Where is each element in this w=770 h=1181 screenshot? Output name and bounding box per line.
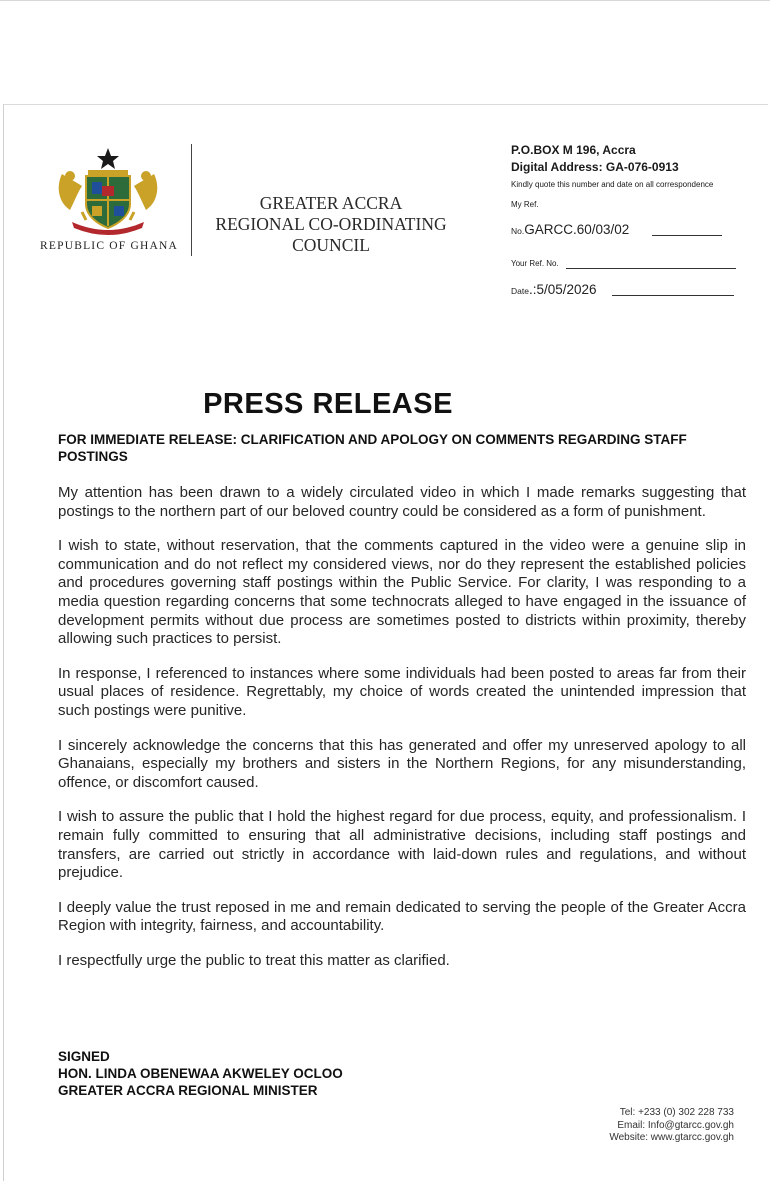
- date-value: .:5/05/2026: [528, 282, 597, 297]
- signature-block: [58, 1048, 343, 1099]
- page-title: PRESS RELEASE: [203, 388, 453, 420]
- body-paragraph: In response, I referenced to instances where some individuals had been posted to areas far from their usual places of residence. Regrettably, my choice of words created the unintended impression that such postings were punitive.: [58, 664, 746, 719]
- press-release-body: [58, 484, 746, 986]
- letterhead-divider: [191, 144, 192, 256]
- quote-note: Kindly quote this number and date on all correspondence: [511, 180, 714, 189]
- signed-label: SIGNED: [58, 1049, 110, 1064]
- signatory-name: HON. LINDA OBENEWAA AKWELEY OCLOO: [58, 1066, 343, 1081]
- republic-of-ghana-caption: REPUBLIC OF GHANA: [40, 240, 178, 252]
- body-paragraph: I respectfully urge the public to treat this matter as clarified.: [58, 951, 450, 969]
- contact-website: Website: www.gtarcc.gov.gh: [609, 1132, 734, 1143]
- body-paragraph: My attention has been drawn to a widely circulated video in which I made remarks suggesting that postings to the northern part of our beloved country could be considered as a form of punishment.: [58, 484, 746, 520]
- body-paragraph: I wish to assure the public that I hold the highest regard for due process, equity, and professionalism. I remain fully committed to ensuring that all administrative decisions, including staff postings and transfers, are carried out strictly in accordance with laid-down rules and regulations, and without prejudice.: [58, 808, 746, 882]
- council-line: REGIONAL CO-ORDINATING: [215, 214, 447, 234]
- date-line: [511, 282, 597, 297]
- your-ref-underline: [566, 268, 736, 269]
- signatory-role: GREATER ACCRA REGIONAL MINISTER: [58, 1083, 318, 1098]
- reference-number: [511, 222, 629, 237]
- reference-underline: [652, 235, 722, 236]
- council-line: GREATER ACCRA: [259, 193, 403, 213]
- reference-number-value: GARCC.60/03/02: [524, 222, 630, 237]
- contact-block: [609, 1107, 734, 1145]
- your-ref-label: Your Ref. No.: [511, 259, 559, 268]
- top-blank-area: [0, 0, 770, 105]
- date-label: Date: [511, 286, 529, 296]
- body-paragraph: I sincerely acknowledge the concerns that this has generated and offer my unreserved apology to all Ghanaians, especially my brothers and sisters in the Northern Regions, for any misunderstanding, offence, or discomfort caused.: [58, 736, 746, 791]
- postal-address: P.O.BOX M 196, Accra: [511, 143, 636, 157]
- body-paragraph: I wish to state, without reservation, that the comments captured in the video were a genuine slip in communication and do not reflect my considered views, nor do they represent the established policies and procedures governing staff postings within the Public Service. For clarity, I was responding to a media question regarding concerns that some technocrats alleged to have engaged in the issuance of development permits without due process are sometimes posted to districts within proximity, thereby allowing such practices to persist.: [58, 537, 746, 648]
- council-line: COUNCIL: [292, 235, 370, 255]
- body-paragraph: I deeply value the trust reposed in me and remain dedicated to serving the people of the Greater Accra Region with integrity, fairness, and accountability.: [58, 898, 746, 935]
- digital-address: Digital Address: GA-076-0913: [511, 160, 679, 174]
- my-ref-label: My Ref.: [511, 200, 539, 209]
- contact-tel: Tel: +233 (0) 302 228 733: [619, 1107, 734, 1118]
- council-name: [196, 193, 466, 256]
- date-underline: [612, 295, 734, 296]
- press-release-subtitle: FOR IMMEDIATE RELEASE: CLARIFICATION AND APOLOGY ON COMMENTS REGARDING STAFF POSTINGS: [58, 432, 687, 464]
- no-label: No.: [511, 226, 525, 236]
- contact-email: Email: Info@gtarcc.gov.gh: [617, 1119, 734, 1131]
- ghana-coat-of-arms-icon: [52, 146, 164, 238]
